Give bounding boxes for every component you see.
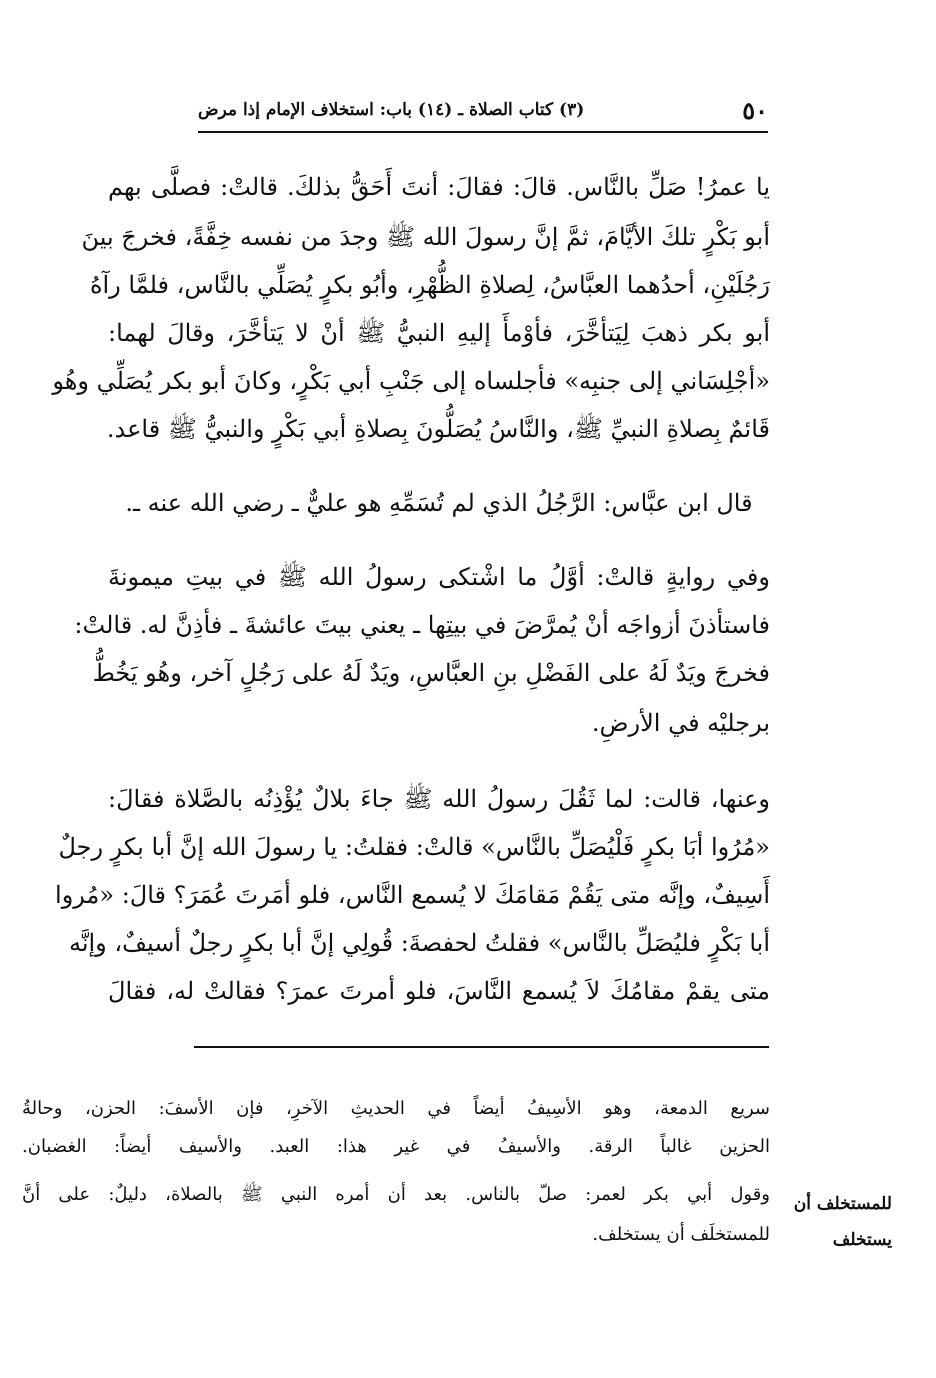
margin-note-line: للمستخلف أن xyxy=(793,1194,892,1214)
margin-note-line: يستخلف xyxy=(832,1230,892,1250)
text-line: قَائمٌ بِصلاةِ النبيِّ ﷺ، والنَّاسُ يُصَلُّونَ بِصلاةِ أبي بَكْرٍ والنبيُّ ﷺ قاعد. xyxy=(106,415,770,443)
text-line: رَجُلَيْنِ، أحدُهما العبَّاسُ، لِصلاةِ الظُّهْرِ، وأبُو بكرٍ يُصَلِّي بالنَّاس، فلمَّا رآهُ xyxy=(89,271,770,299)
text-line: متى يقمْ مقامُكَ لاَ يُسمع النَّاسَ، فلو أمرتَ عمرَ؟ فقالتْ له، فقالَ xyxy=(108,977,770,1005)
page-number: ٥٠ xyxy=(742,96,768,125)
text-line: فخرجَ ويَدٌ لَهُ على الفَضْلِ بنِ العبَّاسِ، ويَدٌ لَهُ على رَجُلٍ آخر، وهُو يَخُطُّ xyxy=(92,659,770,687)
text-line: فاستأذنَ أزواجَه أنْ يُمرَّضَ في بيتِها ـ يعني بيتَ عائشةَ ـ فأذِنَّ له. قالتْ: xyxy=(74,611,770,639)
text-line: يا عمرُ! صَلِّ بالنَّاس. قالَ: فقالَ: أنتَ أَحَقُّ بذلكَ. قالتْ: فصلَّى بهم xyxy=(108,173,770,201)
text-line: أبا بَكْرٍ فليُصَلِّ بالنَّاس» فقلتُ لحفصةَ: قُولِي إنَّ أبا بكرٍ رجلٌ أسيفٌ، وإنَّه xyxy=(68,929,770,957)
footnote-line: سريع الدمعة، وهو الأسِيفُ أيضاً في الحديثِ الآخرِ، فإن الأسفَ: الحزن، وحالةُ xyxy=(22,1098,770,1119)
footnote-line: الحزين غالباً الرقة. والأسيفُ في غير هذا: العبد. والأسيف أيضاً: الغضبان. xyxy=(22,1136,770,1157)
text-line: برجليْه في الأرضِ. xyxy=(591,709,770,737)
text-line: وفي روايةٍ قالتْ: أوَّلُ ما اشْتكى رسولُ الله ﷺ في بيتِ ميمونةَ xyxy=(108,563,770,591)
header-rule xyxy=(198,131,768,133)
running-title: (٣) كتاب الصلاة ـ (١٤) باب: استخلاف الإمام إذا مرض xyxy=(198,100,585,120)
text-line: «مُرُوا أبَا بكرٍ فَلْيُصَلِّ بالنَّاس» قالتْ: فقلتُ: يا رسولَ الله إنَّ أبا بكرٍ رجلٌ xyxy=(58,833,770,861)
text-line: أبو بكر ذهبَ لِيَتأخَّرَ، فأوْمأَ إليهِ النبيُّ ﷺ أنْ لا يَتأخَّرَ، وقالَ لهما: xyxy=(108,319,770,347)
text-line: أَسِيفٌ، وإنَّه متى يَقُمْ مَقامَكَ لا يُسمع النَّاس، فلو أمَرتَ عُمَرَ؟ قالَ: «مُروا xyxy=(55,881,770,909)
footnote-rule xyxy=(194,1046,769,1048)
running-header xyxy=(198,96,768,128)
text-line: أبو بَكْرٍ تلكَ الأيَّامَ، ثمَّ إنَّ رسولَ الله ﷺ وجدَ من نفسه خِفَّةً، فخرجَ بينَ xyxy=(81,223,770,251)
text-line: وعنها، قالت: لما ثَقُلَ رسولُ الله ﷺ جاءَ بلالٌ يُؤْذِنُه بالصَّلاة فقالَ: xyxy=(108,785,770,813)
text-line: «أجْلِسَاني إلى جنبِه» فأجلساه إلى جَنْبِ أبي بَكْرٍ، وكانَ أبو بكر يُصَلِّي وهُو xyxy=(52,367,770,395)
text-line: قال ابن عبَّاس: الرَّجُلُ الذي لم تُسَمِّهِ هو عليٌّ ـ رضي الله عنه ـ. xyxy=(125,489,753,517)
footnote-line: للمستخلَف أن يستخلف. xyxy=(592,1224,770,1245)
footnote-line: وقول أبي بكر لعمر: صلّ بالناس. بعد أن أمره النبي ﷺ بالصلاة، دليلٌ: على أنَّ xyxy=(22,1184,770,1205)
